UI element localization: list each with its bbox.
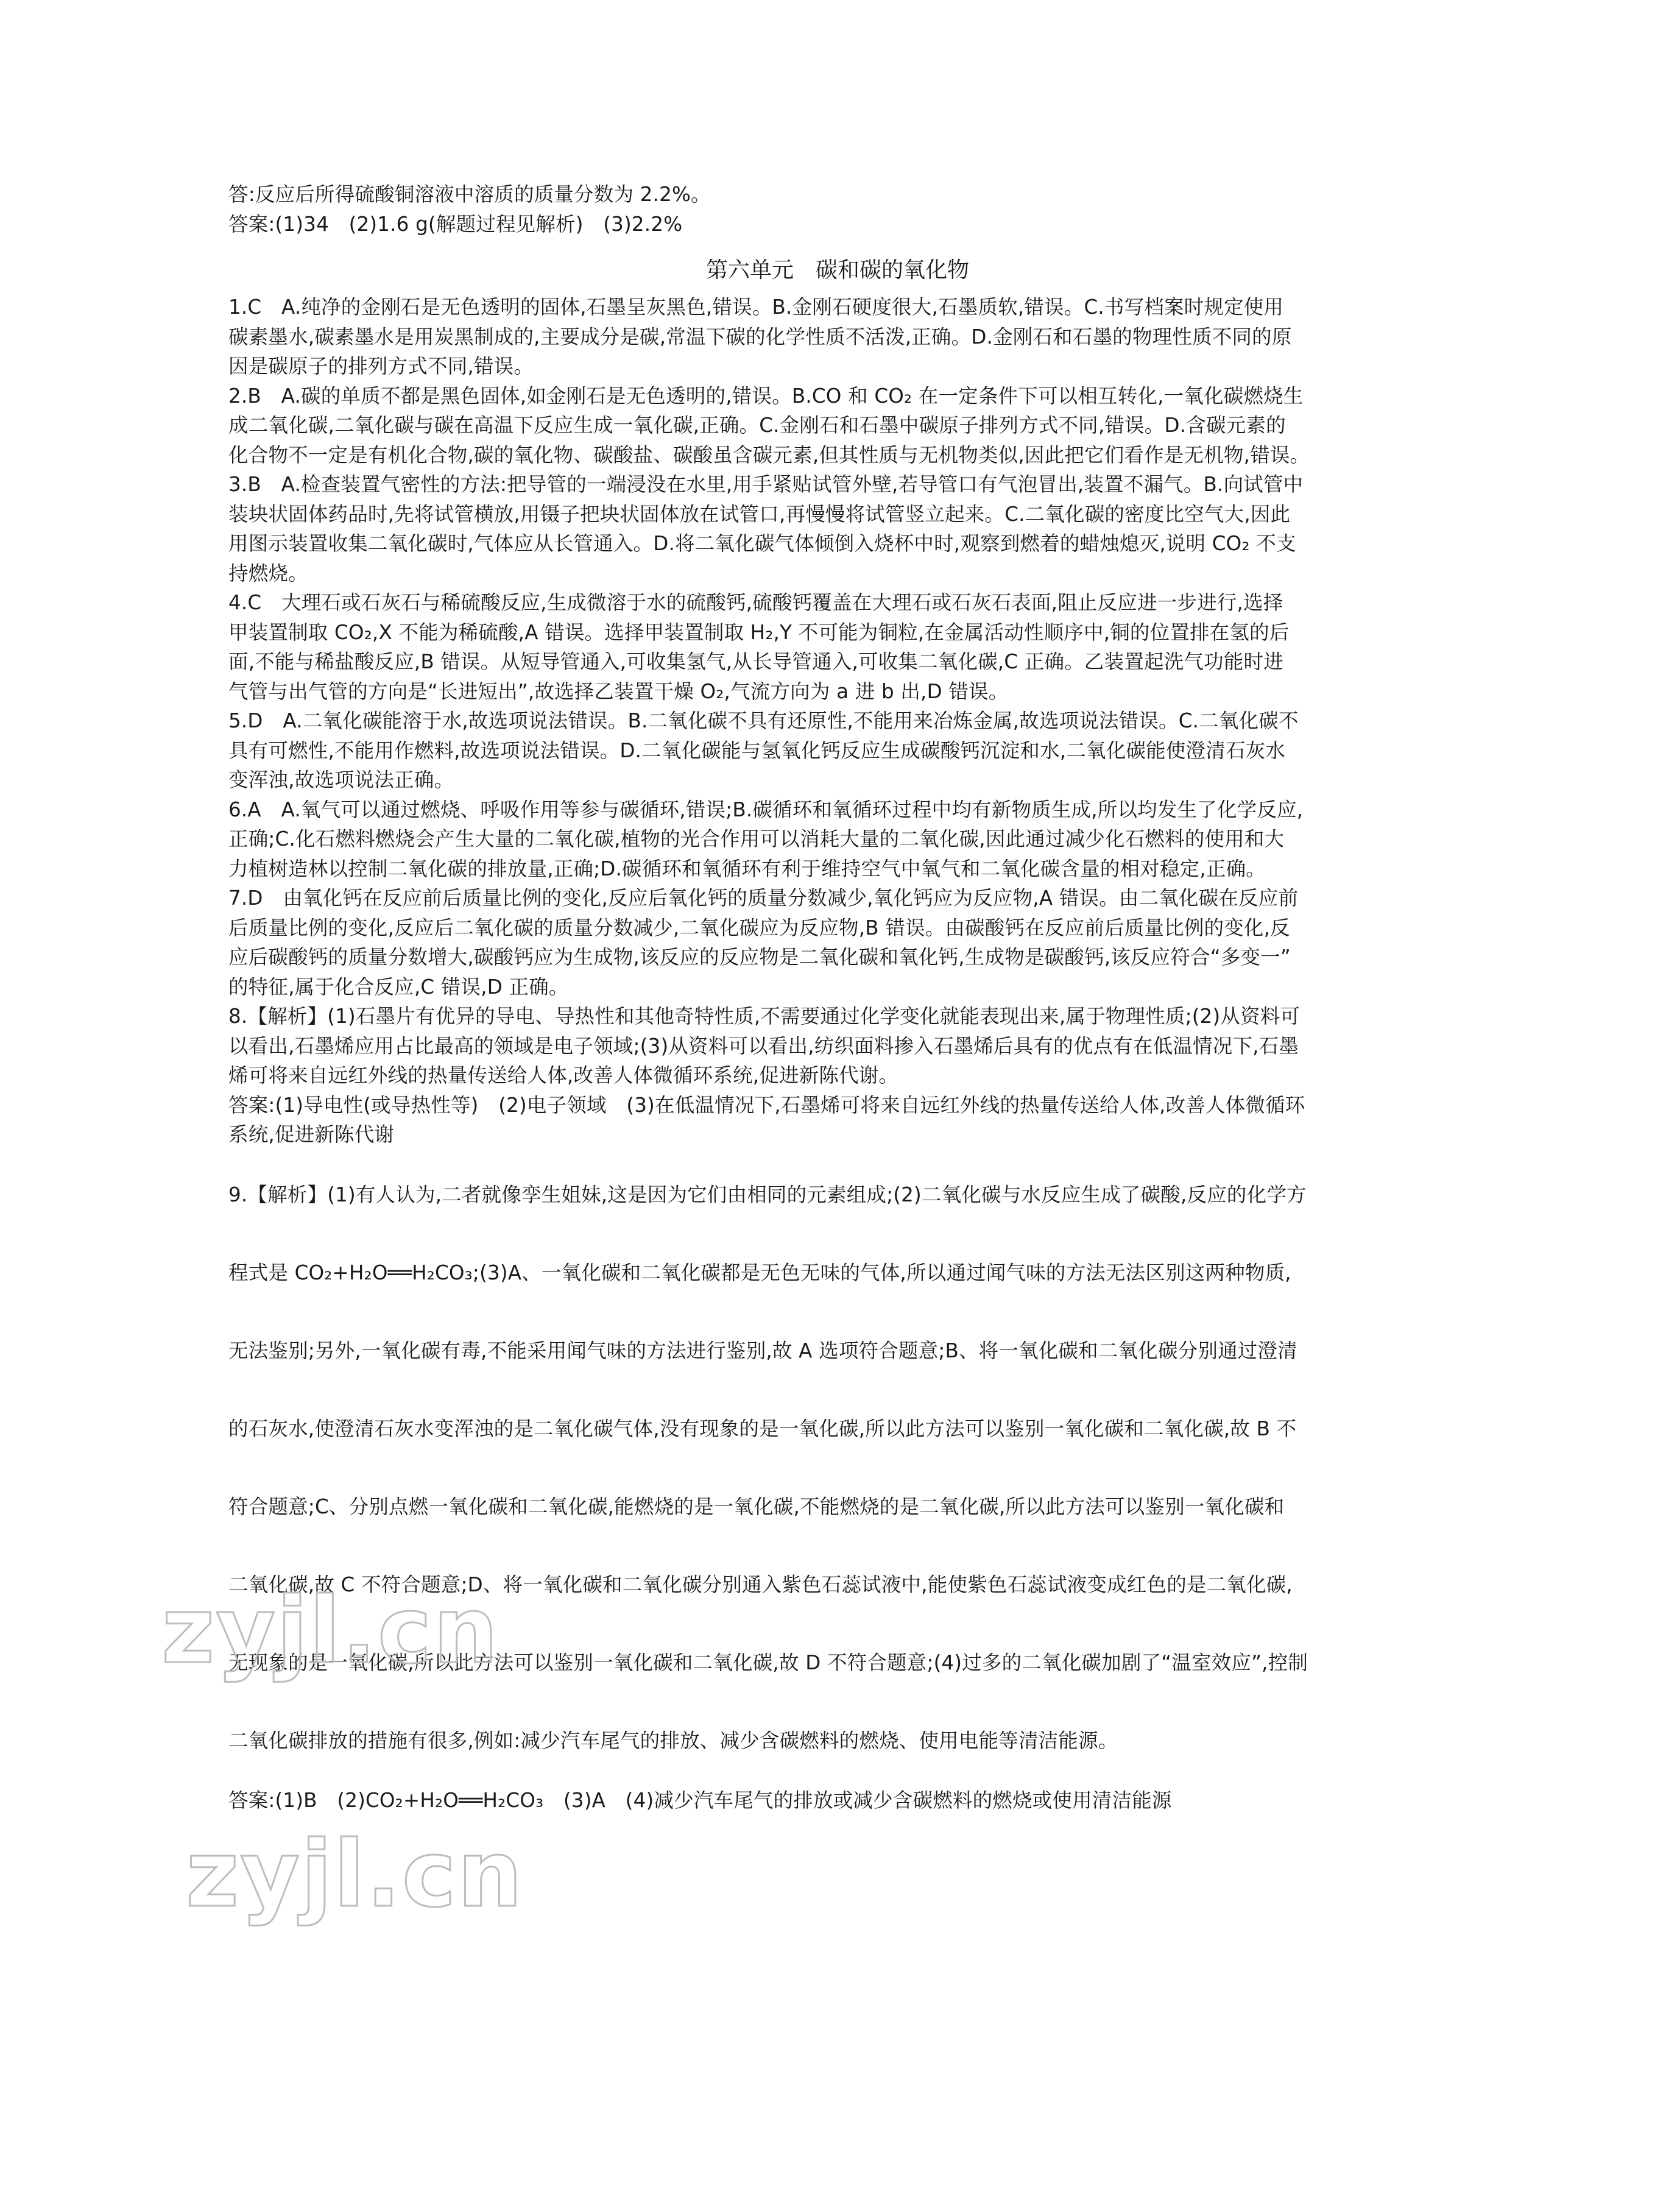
- question-5-explanation: [228, 706, 1447, 795]
- text-line: 1.C A.纯净的金刚石是无色透明的固体,石墨呈灰黑色,错误。B.金刚石硬度很大,石墨质软,错误。C.书写档案时规定使用: [228, 295, 1284, 319]
- text-line: 烯可将来自远红外线的热量传送给人体,改善人体微循环系统,促进新陈代谢。: [228, 1064, 899, 1087]
- answer-line: 答案:(1)B (2)CO₂+H₂O══H₂CO₃ (3)A (4)减少汽车尾气的排放或减少含碳燃料的燃烧或使用清洁能源: [228, 1788, 1172, 1812]
- text-line: 符合题意;C、分别点燃一氧化碳和二氧化碳,能燃烧的是一氧化碳,不能燃烧的是二氧化碳,所以此方法可以鉴别一氧化碳和: [228, 1494, 1285, 1518]
- text-line: 变浑浊,故选项说法正确。: [228, 768, 454, 791]
- text-line: 二氧化碳排放的措施有很多,例如:减少汽车尾气的排放、减少含碳燃料的燃烧、使用电能等清洁能源。: [228, 1728, 1118, 1752]
- prior-answers: [228, 180, 1447, 239]
- document-page: [228, 180, 1447, 1815]
- text-line: 用图示装置收集二氧化碳时,气体应从长管通入。D.将二氧化碳气体倾倒入烧杯中时,观察到燃着的蜡烛熄灭,说明 CO₂ 不支: [228, 532, 1296, 555]
- text-line: 力植树造林以控制二氧化碳的排放量,正确;D.碳循环和氧循环有利于维持空气中氧气和二氧化碳含量的相对稳定,正确。: [228, 857, 1266, 880]
- text-line: 7.D 由氧化钙在反应前后质量比例的变化,反应后氧化钙的质量分数减少,氧化钙应为反应物,A 错误。由二氧化碳在反应前: [228, 886, 1299, 910]
- question-3-explanation: [228, 470, 1447, 588]
- text-line: 3.B A.检查装置气密性的方法:把导管的一端浸没在水里,用手紧贴试管外壁,若导管口有气泡冒出,装置不漏气。B.向试管中: [228, 473, 1304, 496]
- text-line: 成二氧化碳,二氧化碳与碳在高温下反应生成一氧化碳,正确。C.金刚石和石墨中碳原子排列方式不同,错误。D.含碳元素的: [228, 414, 1286, 437]
- text-line: 装块状固体药品时,先将试管横放,用镊子把块状固体放在试管口,再慢慢将试管竖立起来。C.二氧化碳的密度比空气大,因此: [228, 502, 1291, 526]
- text-line: 应后碳酸钙的质量分数增大,碳酸钙应为生成物,该反应的反应物是二氧化碳和氧化钙,生成物是碳酸钙,该反应符合“多变一”: [228, 946, 1291, 969]
- question-1-explanation: [228, 292, 1447, 381]
- text-line: 二氧化碳,故 C 不符合题意;D、将一氧化碳和二氧化碳分别通入紫色石蕊试液中,能使紫色石蕊试液变成红色的是二氧化碳,: [228, 1572, 1293, 1596]
- question-6-explanation: [228, 795, 1447, 884]
- text-line: 6.A A.氧气可以通过燃烧、呼吸作用等参与碳循环,错误;B.碳循环和氧循环过程中均有新物质生成,所以均发生了化学反应,: [228, 798, 1304, 821]
- text-line: 化合物不一定是有机化合物,碳的氧化物、碳酸盐、碳酸虽含碳元素,但其性质与无机物类似,因此把它们看作是无机物,错误。: [228, 443, 1310, 467]
- text-line: 持燃烧。: [228, 561, 308, 585]
- text-line: 以看出,石墨烯应用占比最高的领域是电子领域;(3)从资料可以看出,纺织面料掺入石墨烯后具有的优点有在低温情况下,石墨: [228, 1034, 1299, 1058]
- text-line: 无现象的是一氧化碳,所以此方法可以鉴别一氧化碳和二氧化碳,故 D 不符合题意;(4)过多的二氧化碳加剧了“温室效应”,控制: [228, 1650, 1308, 1674]
- text-line: 具有可燃性,不能用作燃料,故选项说法错误。D.二氧化碳能与氢氧化钙反应生成碳酸钙沉淀和水,二氧化碳能使澄清石灰水: [228, 738, 1286, 762]
- question-2-explanation: [228, 381, 1447, 470]
- section-title: 第六单元 碳和碳的氧化物: [705, 258, 969, 283]
- text-line: 程式是 CO₂+H₂O══H₂CO₃;(3)A、一氧化碳和二氧化碳都是无色无味的气体,所以通过闻气味的方法无法区别这两种物质,: [228, 1261, 1291, 1284]
- conclusion-line: 答:反应后所得硫酸铜溶液中溶质的质量分数为 2.2%。: [228, 183, 711, 206]
- answer-line: 系统,促进新陈代谢: [228, 1123, 395, 1146]
- text-line: 碳素墨水,碳素墨水是用炭黑制成的,主要成分是碳,常温下碳的化学性质不活泼,正确。D.金刚石和石墨的物理性质不同的原: [228, 325, 1292, 348]
- text-line: 5.D A.二氧化碳能溶于水,故选项说法错误。B.二氧化碳不具有还原性,不能用来冶炼金属,故选项说法错误。C.二氧化碳不: [228, 709, 1299, 732]
- text-line: 因是碳原子的排列方式不同,错误。: [228, 355, 534, 378]
- question-7-explanation: [228, 883, 1447, 1002]
- text-line: 的石灰水,使澄清石灰水变浑浊的是二氧化碳气体,没有现象的是一氧化碳,所以此方法可以鉴别一氧化碳和二氧化碳,故 B 不: [228, 1417, 1297, 1440]
- text-line: 甲装置制取 CO₂,X 不能为稀硫酸,A 错误。选择甲装置制取 H₂,Y 不可能为铜粒,在金属活动性顺序中,铜的位置排在氢的后: [228, 620, 1290, 644]
- answer-line: 答案:(1)导电性(或导热性等) (2)电子领域 (3)在低温情况下,石墨烯可将来自远红外线的热量传送给人体,改善人体微循环: [228, 1093, 1305, 1117]
- watermark-logo: zyjl.cn: [186, 1822, 524, 1928]
- text-line: 8.【解析】(1)石墨片有优异的导电、导热性和其他奇特性质,不需要通过化学变化就能表现出来,属于物理性质;(2)从资料可: [228, 1005, 1301, 1028]
- question-9-answer: [228, 1786, 1447, 1816]
- text-line: 的特征,属于化合反应,C 错误,D 正确。: [228, 975, 569, 999]
- text-line: 9.【解析】(1)有人认为,二者就像孪生姐妹,这是因为它们由相同的元素组成;(2)二氧化碳与水反应生成了碳酸,反应的化学方: [228, 1183, 1307, 1206]
- text-line: 正确;C.化石燃料燃烧会产生大量的二氧化碳,植物的光合作用可以消耗大量的二氧化碳,因此通过减少化石燃料的使用和大: [228, 827, 1285, 851]
- text-line: 面,不能与稀盐酸反应,B 错误。从短导管通入,可收集氢气,从长导管通入,可收集二氧化碳,C 正确。乙装置起洗气功能时进: [228, 650, 1283, 673]
- answer-line: 答案:(1)34 (2)1.6 g(解题过程见解析) (3)2.2%: [228, 212, 683, 236]
- question-9-explanation: [228, 1156, 1447, 1780]
- text-line: 后质量比例的变化,反应后二氧化碳的质量分数减少,二氧化碳应为反应物,B 错误。由碳酸钙在反应前后质量比例的变化,反: [228, 916, 1290, 939]
- question-4-explanation: [228, 588, 1447, 706]
- watermark-logo: zyjl.cn: [161, 1578, 499, 1684]
- text-line: 2.B A.碳的单质不都是黑色固体,如金刚石是无色透明的,错误。B.CO 和 CO₂ 在一定条件下可以相互转化,一氧化碳燃烧生: [228, 384, 1304, 408]
- text-line: 4.C 大理石或石灰石与稀硫酸反应,生成微溶于水的硫酸钙,硫酸钙覆盖在大理石或石灰石表面,阻止反应进一步进行,选择: [228, 591, 1283, 614]
- text-line: 气管与出气管的方向是“长进短出”,故选择乙装置干燥 O₂,气流方向为 a 进 b 出,D 错误。: [228, 679, 1009, 703]
- text-line: 无法鉴别;另外,一氧化碳有毒,不能采用闻气味的方法进行鉴别,故 A 选项符合题意;B、将一氧化碳和二氧化碳分别通过澄清: [228, 1339, 1297, 1362]
- question-8-explanation: [228, 1002, 1447, 1150]
